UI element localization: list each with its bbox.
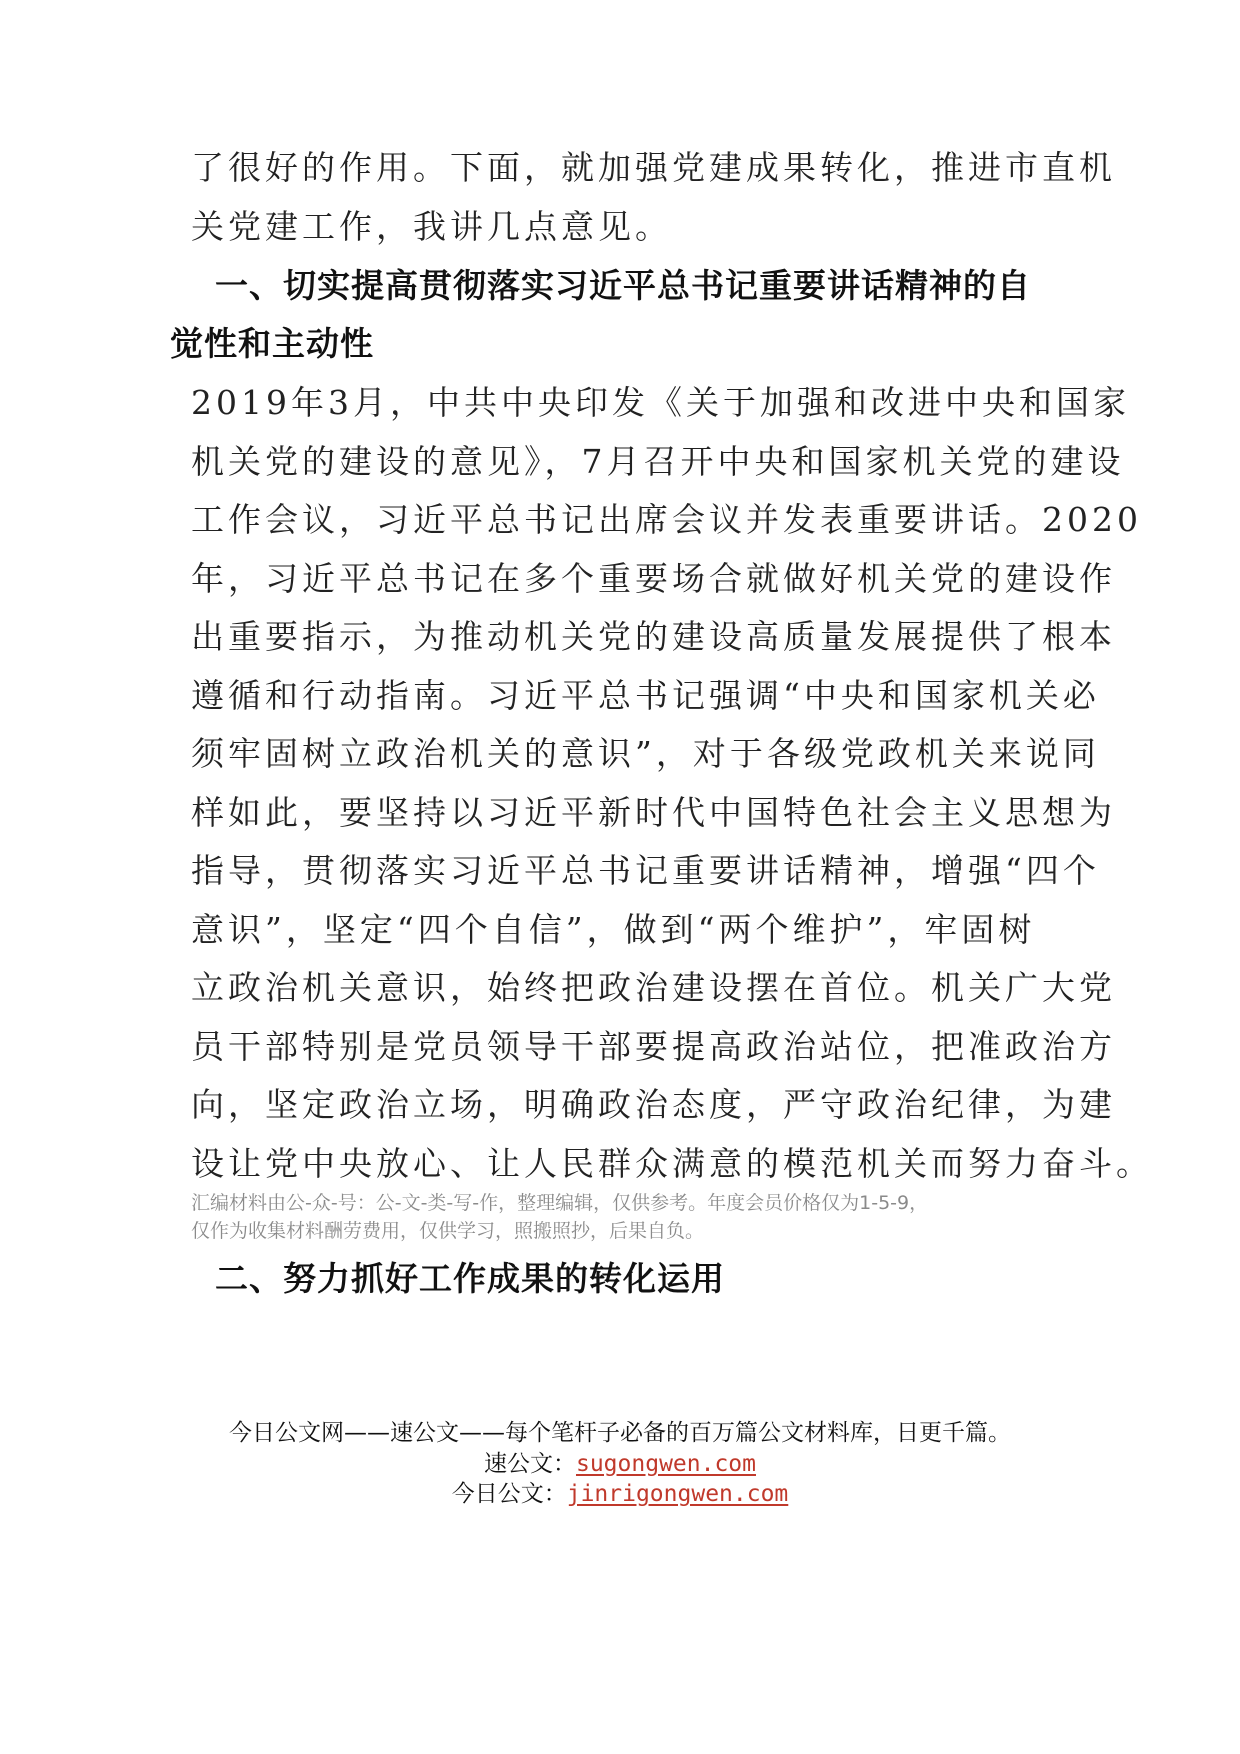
body-line: 工作会议，习近平总书记出席会议并发表重要讲话。2020 — [191, 500, 1142, 539]
jinrigongwen-label: 今日公文： — [451, 1481, 567, 1507]
intro-line-1: 了很好的作用。下面，就加强党建成果转化，推进市直机 — [191, 148, 1116, 187]
jinrigongwen-link[interactable]: jinrigongwen.com — [566, 1481, 789, 1507]
body-line: 年，习近平总书记在多个重要场合就做好机关党的建设作 — [191, 559, 1116, 598]
notice-line-2: 仅作为收集材料酬劳费用，仅供学习，照搬照抄，后果自负。 — [191, 1220, 705, 1242]
sugongwen-label: 速公文： — [483, 1451, 576, 1477]
body-line: 立政治机关意识，始终把政治建设摆在首位。机关广大党 — [191, 968, 1116, 1007]
footer-tagline: 今日公文网——速公文——每个笔杆子必备的百万篇公文材料库，日更千篇。 — [229, 1420, 1011, 1446]
body-line: 意识”，坚定“四个自信”，做到“两个维护”，牢固树 — [191, 910, 1036, 949]
body-line: 设让党中央放心、让人民群众满意的模范机关而努力奋斗。 — [191, 1144, 1153, 1183]
body-line: 遵循和行动指南。习近平总书记强调“中央和国家机关必 — [191, 676, 1100, 715]
section1-heading-line-1: 一、切实提高贯彻落实习近平总书记重要讲话精神的自 — [215, 266, 1031, 305]
notice-line-1: 汇编材料由公-众-号：公-文-类-写-作，整理编辑，仅供参考。年度会员价格仅为1-5-9， — [191, 1192, 929, 1214]
section1-heading-line-2: 觉性和主动性 — [170, 324, 374, 363]
footer-jinrigongwen — [0, 1479, 1240, 1509]
intro-line-2: 关党建工作，我讲几点意见。 — [191, 207, 672, 246]
body-line: 出重要指示，为推动机关党的建设高质量发展提供了根本 — [191, 617, 1116, 656]
body-line: 2019年3月，中共中央印发《关于加强和改进中央和国家 — [191, 383, 1130, 422]
body-line: 机关党的建设的意见》，7月召开中央和国家机关党的建设 — [191, 442, 1125, 481]
body-line: 向，坚定政治立场，明确政治态度，严守政治纪律，为建 — [191, 1085, 1116, 1124]
body-line: 样如此，要坚持以习近平新时代中国特色社会主义思想为 — [191, 793, 1116, 832]
sugongwen-link[interactable]: sugongwen.com — [575, 1451, 756, 1477]
body-line: 指导，贯彻落实习近平总书记重要讲话精神，增强“四个 — [191, 851, 1100, 890]
footer-sugongwen — [0, 1449, 1240, 1479]
section2-heading: 二、努力抓好工作成果的转化运用 — [215, 1259, 725, 1298]
body-line: 员干部特别是党员领导干部要提高政治站位，把准政治方 — [191, 1027, 1116, 1066]
body-line: 须牢固树立政治机关的意识”，对于各级党政机关来说同 — [191, 734, 1100, 773]
